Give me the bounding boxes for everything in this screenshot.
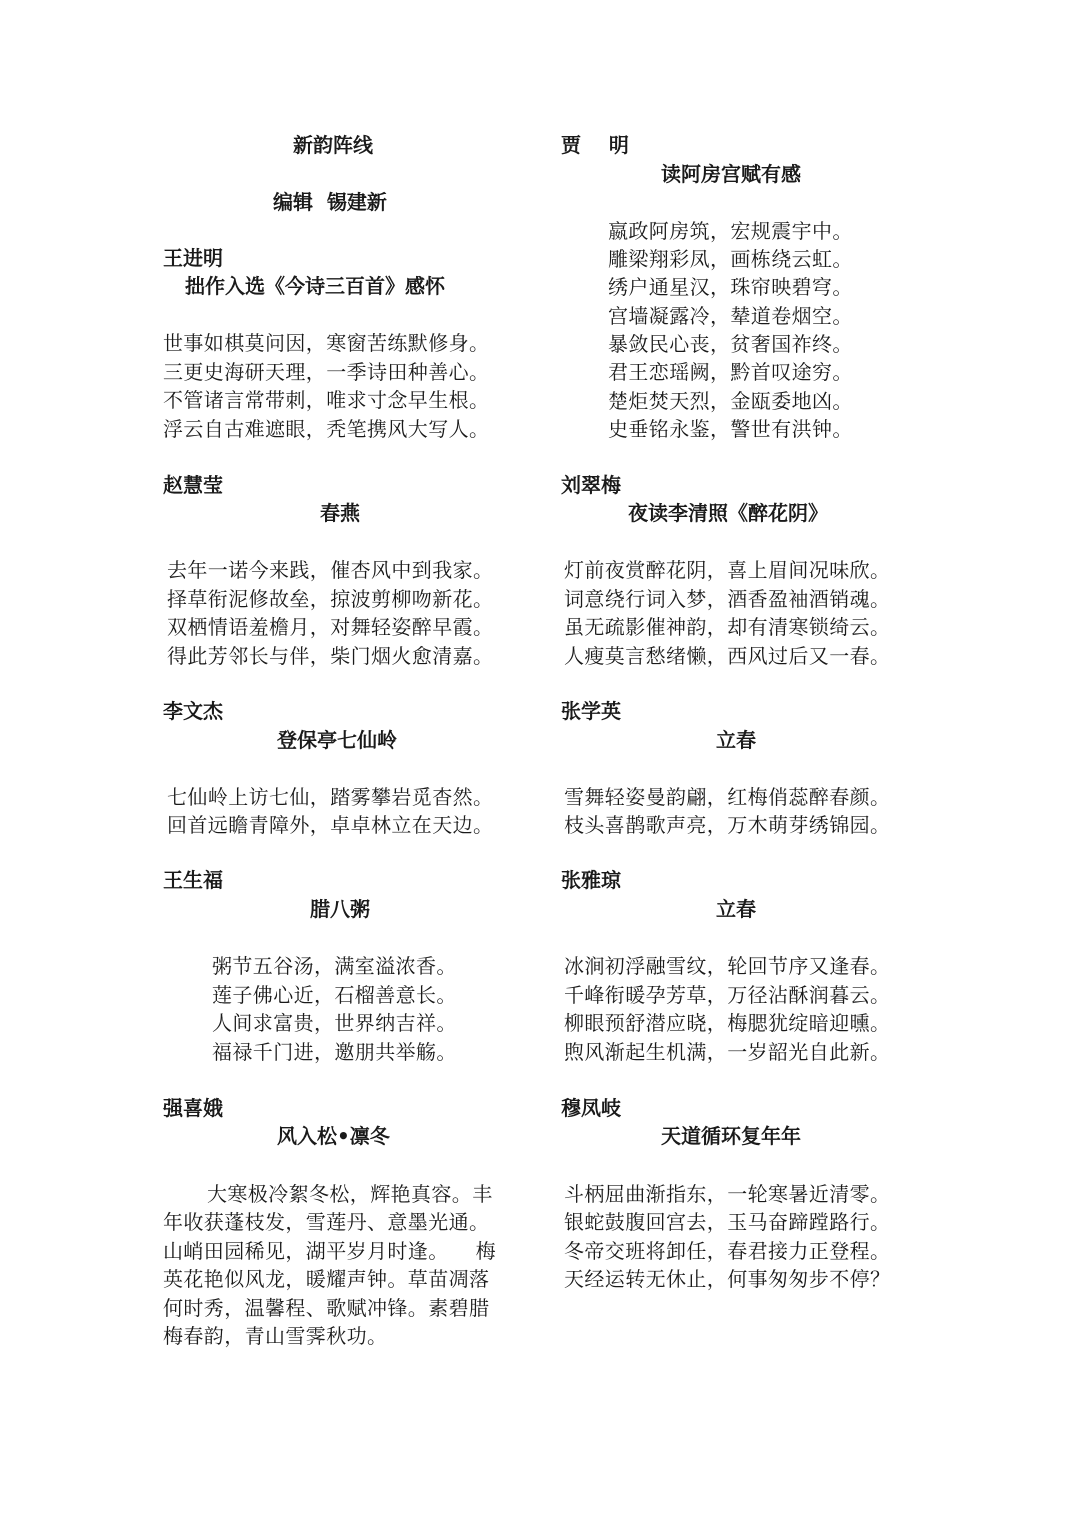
poem-line: 灯前夜赏醉花阴，喜上眉间况味欣。 [564, 558, 891, 582]
poem-title: 立春 [716, 728, 756, 752]
poem-title: 登保亭七仙岭 [277, 728, 397, 752]
poem-line: 天经运转无休止，何事匆匆步不停？ [564, 1267, 891, 1291]
poem-title: 夜读李清照《醉花阴》 [628, 501, 828, 525]
poem-line: 雕梁翔彩凤，画栋绕云虹。 [608, 247, 853, 271]
poem-line: 择草衔泥修故垒，掠波剪柳吻新花。 [167, 587, 494, 611]
poem-title: 风入松•凛冬 [277, 1124, 390, 1148]
editor-credit: 编辑 锡建新 [273, 190, 387, 214]
poem-author: 王进明 [163, 246, 223, 270]
poem-line: 去年一诺今来践，催杏风中到我家。 [167, 558, 494, 582]
poem-line: 斗柄屈曲渐指东，一轮寒暑近清零。 [564, 1182, 891, 1206]
poem-line: 浮云自古难遮眼，秃笔携风大写人。 [163, 417, 490, 441]
poem-author: 刘翠梅 [561, 473, 621, 497]
poem-line: 莲子佛心近，石榴善意长。 [212, 983, 457, 1007]
poem-line: 君王恋瑶阙，黔首叹途穷。 [608, 360, 853, 384]
poem-line: 银蛇鼓腹回宫去，玉马奋蹄蹚路行。 [564, 1210, 891, 1234]
poem-line: 雪舞轻姿曼韵翩，红梅俏蕊醉春颜。 [564, 785, 891, 809]
poem-line: 粥节五谷汤，满室溢浓香。 [212, 954, 457, 978]
section-title: 新韵阵线 [293, 133, 373, 157]
poem-title: 天道循环复年年 [661, 1124, 801, 1148]
poem-line: 柳眼预舒潜应晓，梅腮犹绽暗迎曛。 [564, 1011, 891, 1035]
poem-line: 人瘦莫言愁绪懒，西风过后又一春。 [564, 644, 891, 668]
poem-line: 不管诸言常带刺，唯求寸念早生根。 [163, 388, 490, 412]
poem-line: 三更史海研天理，一季诗田种善心。 [163, 360, 490, 384]
poem-title: 立春 [716, 897, 756, 921]
poem-line: 山峭田园稀见，湖平岁月时逢。 梅 [163, 1239, 497, 1263]
poem-title: 腊八粥 [310, 897, 370, 921]
poem-line: 绣户通星汉，珠帘映碧穹。 [608, 275, 853, 299]
poem-line: 枝头喜鹊歌声亮，万木萌芽绣锦园。 [564, 813, 891, 837]
poem-author: 王生福 [163, 868, 223, 892]
poem-line: 暴敛民心丧，贫奢国祚终。 [608, 332, 853, 356]
poem-line: 回首远瞻青障外，卓卓林立在天边。 [167, 813, 494, 837]
poem-line: 世事如棋莫问因，寒窗苦练默修身。 [163, 331, 490, 355]
poem-line: 人间求富贵，世界纳吉祥。 [212, 1011, 457, 1035]
poem-line: 梅春韵，青山雪霁秋功。 [163, 1324, 388, 1348]
poem-author: 张学英 [561, 699, 621, 723]
poem-line: 史垂铭永鉴，警世有洪钟。 [608, 417, 853, 441]
poem-author: 赵慧莹 [163, 473, 223, 497]
poem-title: 拙作入选《今诗三百首》感怀 [185, 274, 445, 298]
poem-line: 冰涧初浮融雪纹，轮回节序又逢春。 [564, 954, 891, 978]
poem-line: 大寒极冷絮冬松，辉艳真容。丰 [207, 1182, 493, 1206]
poem-author: 张雅琼 [561, 868, 621, 892]
poem-author: 贾 明 [561, 133, 629, 157]
poem-line: 得此芳邻长与伴，柴门烟火愈清嘉。 [167, 644, 494, 668]
poem-line: 年收获蓬枝发，雪莲丹、意墨光通。 [163, 1210, 490, 1234]
poem-line: 煦风渐起生机满，一岁韶光自此新。 [564, 1040, 891, 1064]
poem-line: 虽无疏影催神韵，却有清寒锁绮云。 [564, 615, 891, 639]
poem-line: 宫墙凝露冷，辇道卷烟空。 [608, 304, 853, 328]
poem-line: 福禄千门进，邀朋共举觞。 [212, 1040, 457, 1064]
poem-line: 词意绕行词入梦，酒香盈袖酒销魂。 [564, 587, 891, 611]
poem-line: 冬帝交班将卸任，春君接力正登程。 [564, 1239, 891, 1263]
poem-title: 读阿房宫赋有感 [661, 162, 801, 186]
poem-line: 何时秀，温馨程、歌赋冲锋。素碧腊 [163, 1296, 490, 1320]
poem-title: 春燕 [320, 501, 360, 525]
poem-author: 强喜娥 [163, 1096, 223, 1120]
poem-line: 双栖情语羞檐月，对舞轻姿醉早霞。 [167, 615, 494, 639]
poem-line: 楚炬焚天烈，金瓯委地凶。 [608, 389, 853, 413]
poem-author: 李文杰 [163, 699, 223, 723]
poem-line: 嬴政阿房筑，宏规震宇中。 [608, 219, 853, 243]
poem-author: 穆凤岐 [561, 1096, 621, 1120]
poem-line: 英花艳似风龙，暖耀声钟。草苗凋落 [163, 1267, 490, 1291]
poem-line: 七仙岭上访七仙，踏雾攀岩觅杳然。 [167, 785, 494, 809]
poem-line: 千峰衔暖孕芳草，万径沾酥润暮云。 [564, 983, 891, 1007]
